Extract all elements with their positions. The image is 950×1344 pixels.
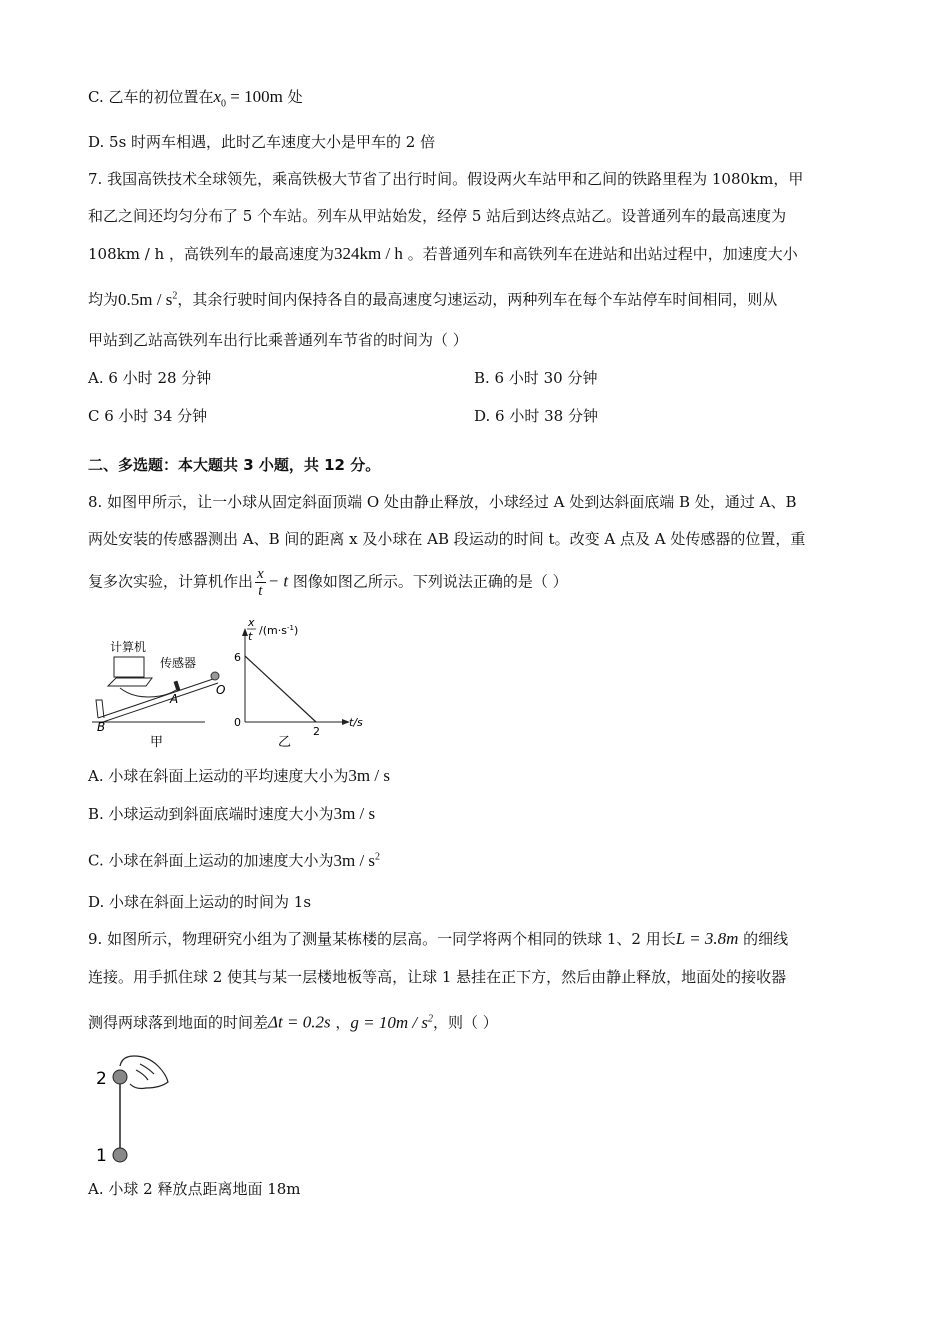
q6-option-d: D. 5s 时两车相遇，此时乙车速度大小是甲车的 2 倍 — [88, 133, 436, 151]
q7-stem-line1: 7. 我国高铁技术全球领先，乘高铁极大节省了出行时间。假设两火车站甲和乙间的铁路里程为 1080km，甲 — [88, 170, 804, 188]
q7-stem-line5: 甲站到乙站高铁列车出行比乘普通列车节省的时间为（ ） — [88, 331, 468, 349]
ball-icon — [211, 672, 219, 680]
q8-option-a: A. 小球在斜面上运动的平均速度大小为3m / s — [88, 766, 390, 785]
sensor-label: 传感器 — [160, 656, 197, 670]
q7-option-d: D. 6 小时 38 分钟 — [474, 407, 598, 425]
q9-figure — [90, 1048, 180, 1170]
q6-option-c: C. 乙车的初位置在$x_0 = 100m$ 处 — [88, 87, 303, 110]
q8-fraction-x-over-t: $\frac{x}{t}$ — [257, 566, 264, 599]
incline-icon — [92, 678, 218, 723]
y-axis-label-numerator: x — [248, 616, 255, 629]
q8-stem-line3: 复多次实验，计算机作出 $\frac{x}{t}$ − t 图像如图乙所示。下列说法正确的是（ ） — [88, 566, 568, 599]
q7-option-c: C 6 小时 34 分钟 — [88, 407, 208, 425]
q8-option-d: D. 小球在斜面上运动的时间为 1s — [88, 893, 312, 911]
ball-2-icon — [113, 1070, 127, 1084]
q9-stem-line1: 9. 如图所示，物理研究小组为了测量某栋楼的层高。一同学将两个相同的铁球 1、2 用长L = 3.8m 的细线 — [88, 929, 789, 948]
q7-option-a: A. 6 小时 28 分钟 — [88, 369, 212, 387]
point-b-label: B — [97, 720, 106, 734]
computer-icon — [108, 657, 152, 686]
ball-1-label: 1 — [96, 1146, 107, 1166]
hand-icon — [120, 1056, 168, 1089]
x-axis-label: t/s — [349, 716, 363, 729]
y-axis-label-denominator: t — [248, 630, 253, 643]
q7-option-b: B. 6 小时 30 分钟 — [474, 369, 598, 387]
x-tick-label: 2 — [313, 725, 320, 738]
point-a-label: A — [170, 692, 179, 706]
computer-label: 计算机 — [110, 640, 147, 654]
q8-figure-yi-chart — [228, 612, 378, 752]
figure-yi-caption: 乙 — [278, 735, 292, 750]
q8-option-b: B. 小球运动到斜面底端时速度大小为3m / s — [88, 804, 376, 823]
q9-stem-line3: 测得两球落到地面的时间差Δt = 0.2s ，$g = 10m / s^2$，则（ ） — [88, 1012, 498, 1032]
q9-stem-line2: 连接。用手抓住球 2 使其与某一层楼地板等高，让球 1 悬挂在正下方，然后由静止释放，地面处的接收器 — [88, 968, 787, 986]
q8-stem-line2: 两处安装的传感器测出 A、B 间的距离 x 及小球在 AB 段运动的时间 t。改变 A 点及 A 处传感器的位置，重 — [88, 530, 806, 548]
ball-2-label: 2 — [96, 1069, 107, 1089]
q8-figure-jia — [90, 630, 240, 752]
y-axis-label-unit: $/(m\cdot s^{-1})$ — [259, 624, 299, 637]
q7-stem-line3: 108km / h ，高铁列车的最高速度为324km / h 。若普通列车和高铁列车在进站和出站过程中，加速度大小 — [88, 244, 798, 263]
point-o-label: O — [216, 683, 226, 697]
q8-stem-line1: 8. 如图甲所示，让一小球从固定斜面顶端 O 处由静止释放，小球经过 A 处到达斜面底端 B 处，通过 A、B — [88, 493, 797, 511]
y-tick-label: 6 — [234, 651, 241, 664]
series-line — [245, 656, 316, 722]
origin-label: 0 — [234, 716, 241, 729]
q7-stem-line2: 和乙之间还均匀分布了 5 个车站。列车从甲站始发，经停 5 站后到达终点站乙。设普通列车的最高速度为 — [88, 207, 787, 225]
q8-option-c: C. 小球在斜面上运动的加速度大小为$3m / s^2$ — [88, 850, 381, 870]
figure-jia-caption: 甲 — [150, 735, 164, 750]
q7-stem-line4: 均为$0.5m / s^2$，其余行驶时间内保持各自的最高速度匀速运动，两种列车在每个车站停车时间相同，则从 — [88, 289, 778, 309]
sensor-icon — [174, 681, 181, 692]
section-title-multiple-choice: 二、多选题：本大题共 3 小题，共 12 分。 — [88, 456, 381, 474]
q6-option-c-math: $x_0 = 100m$ — [213, 87, 283, 110]
q9-option-a: A. 小球 2 释放点距离地面 18m — [88, 1180, 301, 1198]
ball-1-icon — [113, 1148, 127, 1162]
